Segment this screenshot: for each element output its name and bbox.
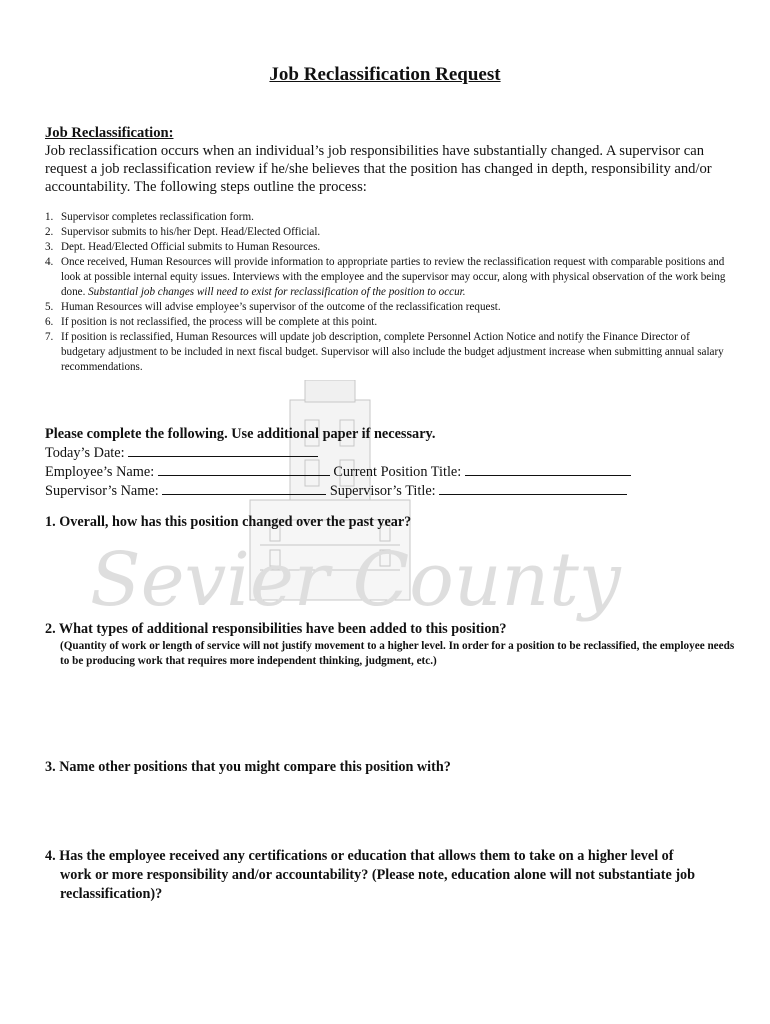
- question-3: 3. Name other positions that you might compare this position with?: [45, 759, 451, 775]
- question-4-text: 4. Has the employee received any certifications or education that allows them to take on a higher level of: [45, 848, 674, 864]
- page-title: Job Reclassification Request: [269, 64, 501, 85]
- supervisor-name-field[interactable]: [162, 481, 326, 495]
- list-item: 3. Dept. Head/Elected Official submits to Human Resources.: [45, 241, 321, 253]
- process-steps-list: [45, 210, 735, 375]
- question-4-text-continued: work or more responsibility and/or accountability? (Please note, education alone will not substantiate job reclassification)?: [60, 867, 696, 902]
- question-2: [45, 620, 735, 669]
- intro-body: Job reclassification occurs when an individual’s job responsibilities have substantially changed. A supervisor can request a job reclassification review if he/she believes that the position has changed in depth, responsibility and/or accountability. The following steps outline the process:: [45, 143, 712, 195]
- current-title-label: Current Position Title:: [333, 464, 462, 480]
- watermark-text: Sevier County: [90, 537, 621, 623]
- list-item: 6. If position is not reclassified, the process will be complete at this point.: [45, 316, 378, 328]
- question-2-note: (Quantity of work or length of service will not justify movement to a higher level. In order for a position to be reclassified, the employee needs to be producing work that requires more independent thinking, judgment, etc.): [60, 640, 735, 667]
- list-item: 5. Human Resources will advise employee’s supervisor of the outcome of the reclassification request.: [45, 301, 501, 313]
- question-4: [45, 847, 735, 904]
- todays-date-row: [45, 443, 735, 462]
- list-item: 2. Supervisor submits to his/her Dept. Head/Elected Official.: [45, 226, 321, 238]
- intro-section: [45, 124, 735, 196]
- todays-date-field[interactable]: [128, 443, 318, 457]
- employee-row: [45, 462, 735, 481]
- intro-heading: Job Reclassification:: [45, 125, 174, 141]
- question-2-text: 2. What types of additional responsibilities have been added to this position?: [45, 621, 507, 637]
- supervisor-title-label: Supervisor’s Title:: [329, 483, 436, 499]
- list-item: 7. If position is reclassified, Human Resources will update job description, complete Personnel Action Notice and notify the Finance Director of budgetary adjustment to be included in next fiscal budget. Supervisor will also include the budget adjustment increase when submitting annual salary recommendations.: [45, 331, 724, 373]
- form-instructions: Please complete the following. Use additional paper if necessary.: [45, 426, 436, 442]
- list-item: 4. Once received, Human Resources will provide information to appropriate parties to review the reclassification request with comparable positions and look at possible internal equity issues. Interviews with the employee and the supervisor may occur, along with physical observation of the work being done. Substantial job changes will need to exist for reclassification of the position to occur.: [45, 256, 726, 298]
- step-note-italic: Substantial job changes will need to exist for reclassification of the position to occur.: [88, 286, 466, 298]
- current-title-field[interactable]: [465, 462, 631, 476]
- courthouse-watermark-image: [90, 380, 700, 640]
- employee-name-field[interactable]: [158, 462, 330, 476]
- supervisor-row: [45, 481, 735, 500]
- list-item: 1. Supervisor completes reclassification form.: [45, 211, 254, 223]
- supervisor-title-field[interactable]: [439, 481, 627, 495]
- todays-date-label: Today’s Date:: [45, 445, 125, 461]
- employee-name-label: Employee’s Name:: [45, 464, 155, 480]
- question-1: 1. Overall, how has this position changed over the past year?: [45, 514, 412, 530]
- supervisor-name-label: Supervisor’s Name:: [45, 483, 159, 499]
- form-fields-section: [45, 425, 735, 500]
